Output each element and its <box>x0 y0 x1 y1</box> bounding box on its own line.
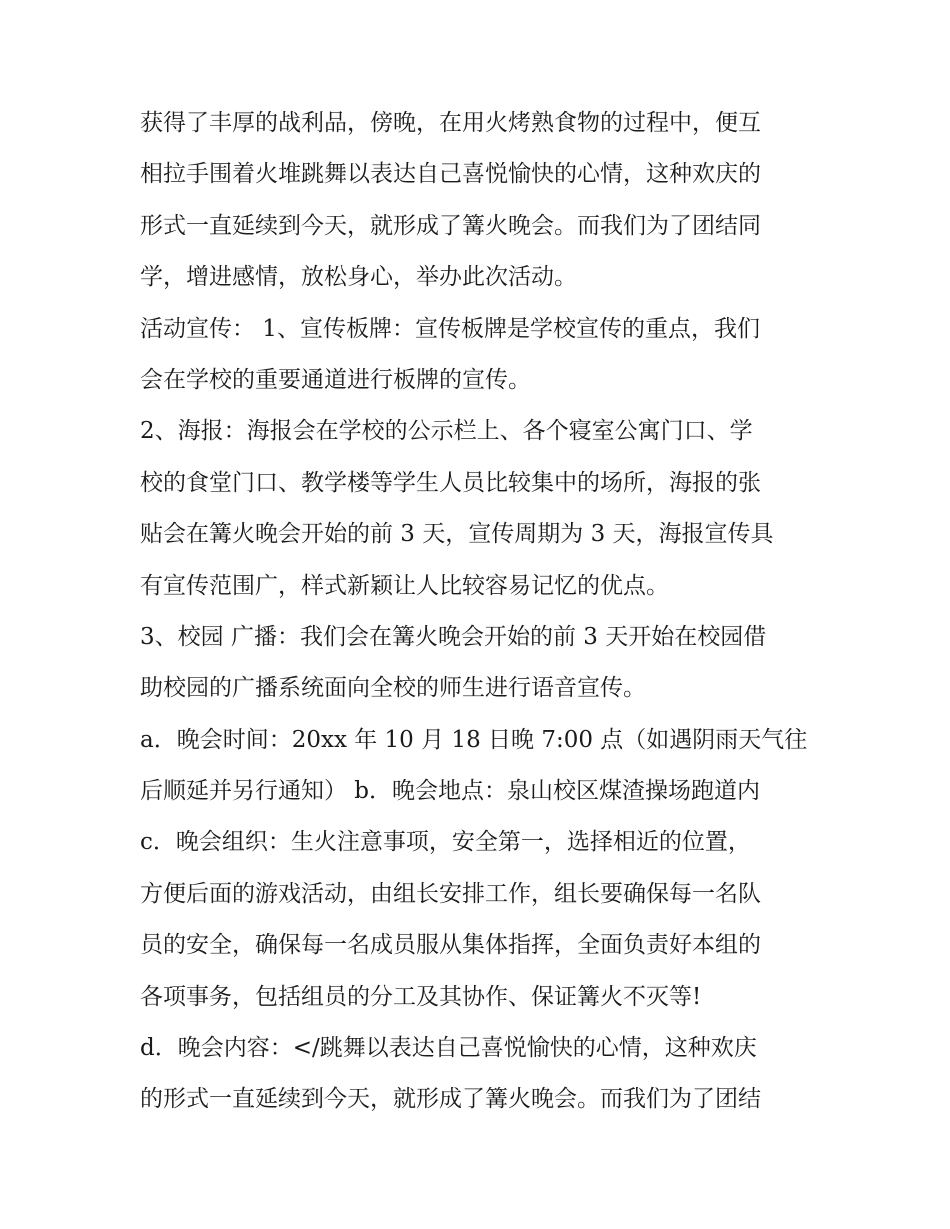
text-line: 2、海报：海报会在学校的公示栏上、各个寝室公寓门口、学 <box>140 418 753 445</box>
text-line: 贴会在篝火晚会开始的前 3 天，宣传周期为 3 天，海报宣传具 <box>140 521 774 548</box>
text-line: 方便后面的游戏活动，由组长安排工作，组长要确保每一名队 <box>140 880 761 907</box>
text-line: c．晚会组织：生火注意事项，安全第一，选择相近的位置， <box>140 829 751 856</box>
text-line: 有宣传范围广，样式新颖让人比较容易记忆的优点。 <box>140 572 669 599</box>
document-body <box>140 98 820 1126</box>
text-line: 的形式一直延续到今天，就形成了篝火晚会。而我们为了团结 <box>140 1086 761 1113</box>
text-line: 相拉手围着火堆跳舞以表达自己喜悦愉快的心情，这种欢庆的 <box>140 161 761 188</box>
text-line: 获得了丰厚的战利品，傍晚，在用火烤熟食物的过程中，便互 <box>140 110 761 136</box>
text-line: 助校园的广播系统面向全校的师生进行语音宣传。 <box>140 675 646 702</box>
text-line: 各项事务，包括组员的分工及其协作、保证篝火不灭等! <box>140 983 702 1010</box>
text-line: 会在学校的重要通道进行板牌的宣传。 <box>140 366 531 393</box>
text-line: a．晚会时间：20xx 年 10 月 18 日晚 7:00 点（如遇阴雨天气往 <box>140 726 808 753</box>
text-line: d．晚会内容：</跳舞以表达自己喜悦愉快的心情，这种欢庆 <box>140 1035 757 1062</box>
text-line: 学，增进感情，放松身心，举办此次活动。 <box>140 264 577 291</box>
text-line: 员的安全，确保每一名成员服从集体指挥，全面负责好本组的 <box>140 932 761 959</box>
text-line: 校的食堂门口、教学楼等学生人员比较集中的场所，海报的张 <box>140 469 761 496</box>
text-line: 活动宣传： 1、宣传板牌：宣传板牌是学校宣传的重点，我们 <box>140 315 760 342</box>
text-line: 形式一直延续到今天，就形成了篝火晚会。而我们为了团结同 <box>140 212 761 239</box>
text-line: 后顺延并另行通知） b．晚会地点：泉山校区煤渣操场跑道内 <box>140 778 761 805</box>
text-line: 3、校园 广播：我们会在篝火晚会开始的前 3 天开始在校园借 <box>140 623 767 650</box>
